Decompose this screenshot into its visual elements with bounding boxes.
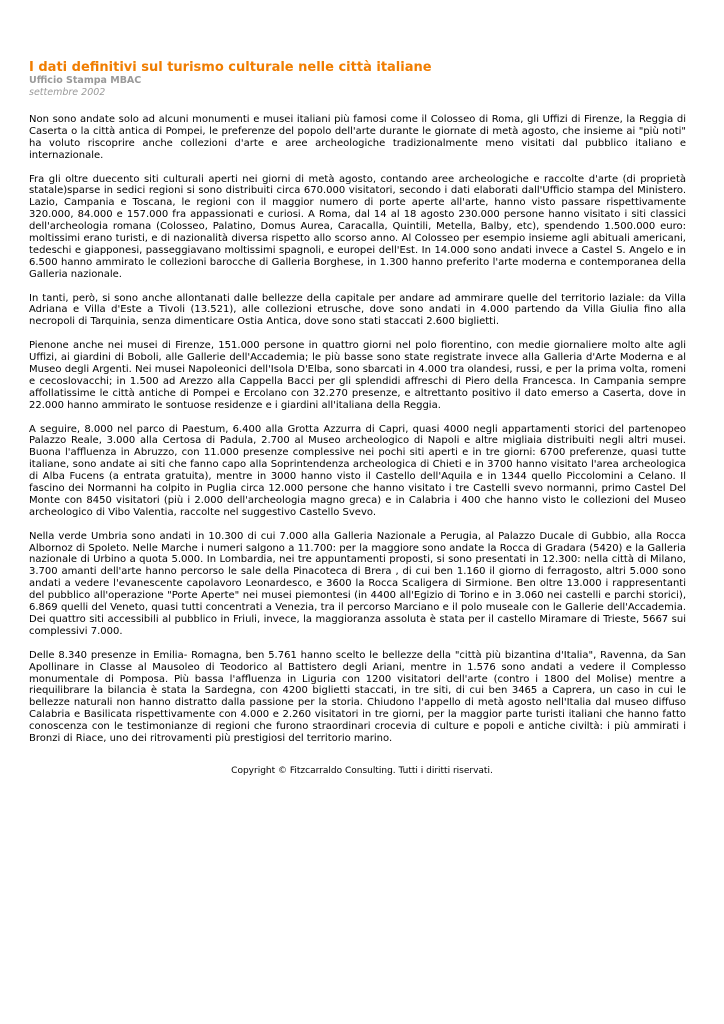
article-title: I dati definitivi sul turismo culturale nelle città italiane	[29, 60, 432, 75]
copyright-footer: Copyright © Fitzcarraldo Consulting. Tutti i diritti riservati.	[231, 766, 493, 776]
article-paragraph: Delle 8.340 presenze in Emilia- Romagna, ben 5.761 hanno scelto le bellezze della "città più bizantina d'Italia", Ravenna, da San Apollinare in Classe al Mausoleo di Teodorico al Battistero degli Ariani, mentre in 1.576 sono andati a vedere il Complesso monumentale di Pomposa. Più bassa l'affluenza in Liguria con 1200 visitatori dell'arte (contro i 1800 del Molise) mentre a riequilibrare la bilancia è stata la Sardegna, con 4200 biglietti staccati, in tre siti, di cui ben 3465 a Caprera, un caso in cui le bellezze naturali non hanno distratto dalla passione per la storia. Chiudono l'appello di metà agosto nell'Italia dal museo diffuso Calabria e Basilicata rispettivamente con 4.000 e 2.260 visitatori in tre giorni, per la maggior parte turisti italiani che hanno fatto conoscenza con le testimonianze di regioni che furono straordinari crocevia di culture e popoli e antiche civiltà: i più ammirati i Bronzi di Riace, uno dei ritrovamenti più prestigiosi del territorio marino.	[29, 649, 686, 745]
article-date: settembre 2002	[29, 87, 106, 98]
article-paragraph: A seguire, 8.000 nel parco di Paestum, 6.400 alla Grotta Azzurra di Capri, quasi 4000 negli appartamenti storici del partenopeo Palazzo Reale, 3.000 alla Certosa di Padula, 2.700 al Museo archeologico di Napoli e altre migliaia distribuiti negli altri musei. Buona l'affluenza in Abruzzo, con 11.000 presenze complessive nei pochi siti aperti e in tre giorni: 6700 preferenze, quasi tutte italiane, sono andate ai siti che fanno capo alla Soprintendenza archeologica di Chieti e in 3700 hanno visitato l'area archeologica di Alba Fucens (a entrata gratuita), mentre in 3000 hanno visto il Castello dell'Aquila e in 1344 quello Piccolomini a Celano. Il fascino dei Normanni ha colpito in Puglia circa 12.000 persone che hanno visitato i tre Castelli svevo normanni, primo Castel Del Monte con 8450 visitatori (più i 2.000 dell'archeologia magno greca) e in Calabria i 400 che hanno visto le collezioni del Museo archeologico di Vibo Valentia, raccolte nel suggestivo Castello Svevo.	[29, 423, 686, 518]
article-body	[29, 114, 686, 745]
article-author: Ufficio Stampa MBAC	[29, 75, 142, 86]
article-paragraph: Nella verde Umbria sono andati in 10.300 di cui 7.000 alla Galleria Nazionale a Perugia, al Palazzo Ducale di Gubbio, alla Rocca Albornoz di Spoleto. Nelle Marche i numeri salgono a 11.700: per la maggiore sono andate la Rocca di Gradara (5420) e la Galleria nazionale di Urbino a quota 5.000. In Lombardia, nei tre appuntamenti proposti, si sono presentati in 12.300: nella città di Milano, 3.700 amanti dell'arte hanno percorso le sale della Pinacoteca di Brera , di cui ben 1.160 il giorno di ferragosto, altri 5.000 sono andati a vedere l'evanescente capolavoro Leonardesco, e 3600 la Rocca Scaligera di Sirmione. Ben oltre 13.000 i rappresentanti del pubblico all'operazione "Porte Aperte" nei musei piemontesi (in 4400 all'Egizio di Torino e in 3.060 nei castelli e parchi storici), 6.869 quelli del Veneto, quasi tutti concentrati a Venezia, tra il percorso Marciano e il polo museale con le Gallerie dell'Accademia. Dei quattro siti accessibili al pubblico in Friuli, invece, la maggioranza assoluta è stata per il castello Miramare di Trieste, 5667 sui complessivi 7.000.	[29, 530, 686, 637]
article-paragraph: Pienone anche nei musei di Firenze, 151.000 persone in quattro giorni nel polo fiorentino, con medie giornaliere molto alte agli Uffizi, ai giardini di Boboli, alle Gallerie dell'Accademia; le più basse sono state registrate invece alla Galleria d'Arte Moderna e al Museo degli Argenti. Nei musei Napoleonici dell'Isola D'Elba, sono sbarcati in 4.000 tra olandesi, russi, e per la prima volta, romeni e cecoslovacchi; in 1.500 ad Arezzo alla Cappella Bacci per gli splendidi affreschi di Piero della Francesca. In Campania sempre affollatissime le città antiche di Pompei e Ercolano con 32.270 presenze, e altrettanto positivo il dato emerso a Caserta, dove in 22.000 hanno ammirato le sontuose residenze e i giardini all'italiana della Reggia.	[29, 340, 686, 411]
article-paragraph: Non sono andate solo ad alcuni monumenti e musei italiani più famosi come il Colosseo di Roma, gli Uffizi di Firenze, la Reggia di Caserta o la città antica di Pompei, le preferenze del popolo dell'arte durante le giornate di metà agosto, che insieme ai "più noti" ha voluto riscoprire anche collezioni d'arte e aree archeologiche tradizionalmente meno visitati dal pubblico italiano e internazionale.	[29, 114, 686, 161]
article-paragraph: Fra gli oltre duecento siti culturali aperti nei giorni di metà agosto, contando aree archeologiche e raccolte d'arte (di proprietà statale)sparse in sedici regioni si sono distribuiti circa 670.000 visitatori, secondo i dati elaborati dall'Ufficio stampa del Ministero. Lazio, Campania e Toscana, le regioni con il maggior numero di porte aperte all'arte, hanno visto passare rispettivamente 320.000, 84.000 e 157.000 fra appassionati e curiosi. A Roma, dal 14 al 18 agosto 230.000 persone hanno visitato i siti classici dell'archeologia romana (Colosseo, Palatino, Domus Aurea, Caracalla, Quintili, Metella, Balby, etc), spendendo 1.500.000 euro: moltissimi erano turisti, e di nazionalità diversa rispetto allo scorso anno. Al Colosseo per esempio insieme agli abituali americani, tedeschi e giapponesi, passeggiavano moltissimi spagnoli, e europei dell'Est. In 14.000 sono andati invece a Castel S. Angelo e in 6.500 hanno ammirato le collezioni barocche di Galleria Borghese, in 1.300 hanno preferito l'arte moderna e contemporanea della Galleria nazionale.	[29, 173, 686, 280]
article-paragraph: In tanti, però, si sono anche allontanati dalle bellezze della capitale per andare ad ammirare quelle del territorio laziale: da Villa Adriana e Villa d'Este a Tivoli (13.521), alle collezioni etrusche, dove sono andati in 4.000 partendo da Villa Giulia fino alla necropoli di Tarquinia, senza dimenticare Ostia Antica, dove sono stati staccati 2.600 biglietti.	[29, 292, 686, 328]
